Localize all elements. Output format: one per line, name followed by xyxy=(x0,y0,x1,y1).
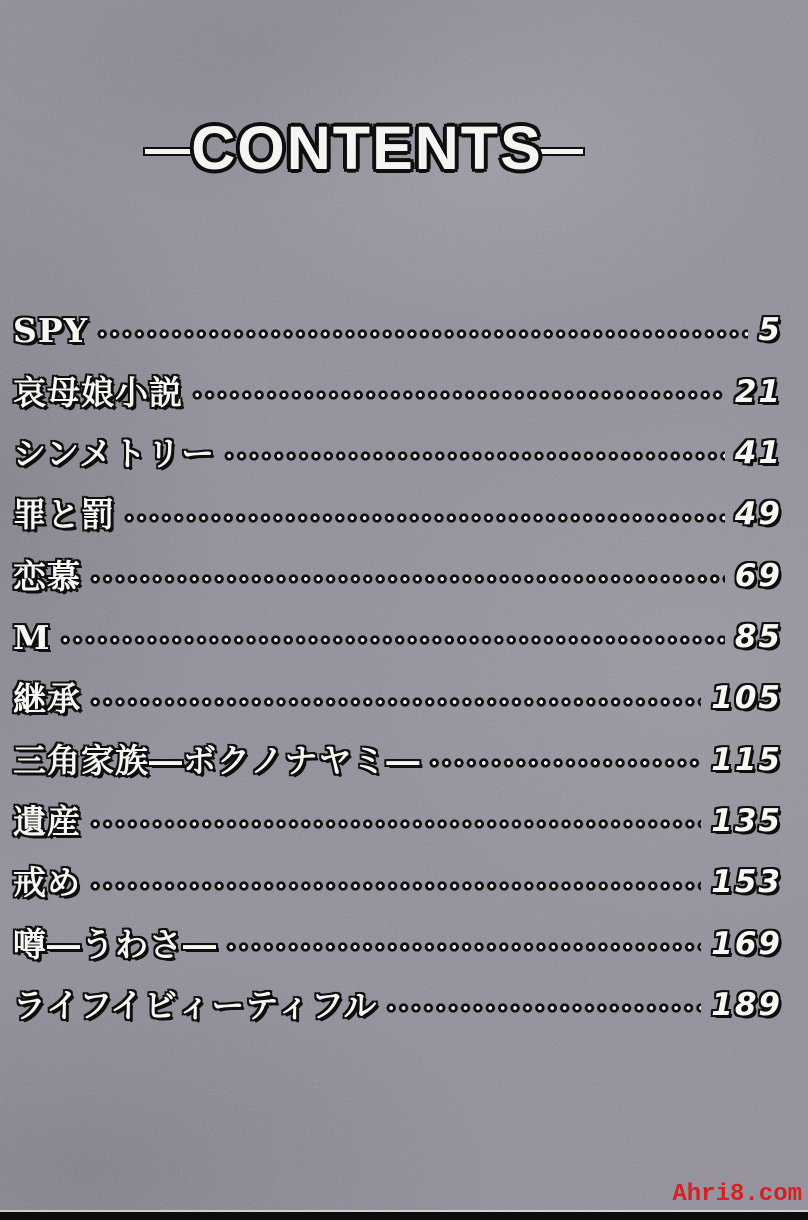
toc-entry-title: 恋慕 xyxy=(13,556,81,596)
bottom-black-bar xyxy=(0,1212,808,1220)
dotted-leader xyxy=(191,390,725,400)
toc-entry-page-number: 49 xyxy=(734,496,782,533)
dotted-leader xyxy=(89,881,701,891)
toc-list xyxy=(13,300,782,1036)
toc-row xyxy=(13,361,782,422)
watermark-text: Ahri8.com xyxy=(672,1181,802,1208)
toc-row xyxy=(13,300,782,361)
toc-entry-page-number: 85 xyxy=(734,618,782,655)
toc-row xyxy=(13,423,782,484)
toc-entry-page-number: 69 xyxy=(734,557,782,594)
toc-entry-page-number: 21 xyxy=(734,373,782,410)
toc-row xyxy=(13,607,782,668)
toc-row xyxy=(13,791,782,852)
toc-entry-title: 罪と罰 xyxy=(13,495,115,535)
contents-header xyxy=(118,114,610,182)
toc-entry-title: 噂―うわさ― xyxy=(13,924,217,964)
toc-entry-title: 哀母娘小説 xyxy=(13,372,183,412)
toc-entry-title: シンメトリー xyxy=(13,433,216,473)
dotted-leader xyxy=(123,513,725,523)
page-title: CONTENTS xyxy=(191,114,543,182)
toc-entry-page-number: 169 xyxy=(711,925,782,962)
toc-entry-title: 三角家族―ボクノナヤミ― xyxy=(13,740,421,780)
dotted-leader xyxy=(428,758,701,768)
toc-entry-title: SPY xyxy=(13,311,89,351)
toc-entry-page-number: 135 xyxy=(711,802,782,839)
dotted-leader xyxy=(225,942,701,952)
toc-entry-page-number: 153 xyxy=(711,864,782,901)
toc-entry-title: ライフイビィーティフル xyxy=(13,985,378,1025)
dotted-leader xyxy=(89,574,725,584)
toc-entry-title: 戒め xyxy=(13,863,81,903)
toc-entry-page-number: 105 xyxy=(711,680,782,717)
dotted-leader xyxy=(89,819,701,829)
toc-entry-page-number: 5 xyxy=(758,312,782,349)
dotted-leader xyxy=(223,451,725,461)
dotted-leader xyxy=(385,1003,701,1013)
toc-row xyxy=(13,975,782,1036)
toc-row xyxy=(13,852,782,913)
toc-entry-page-number: 189 xyxy=(711,986,782,1023)
dotted-leader xyxy=(96,329,748,339)
toc-row xyxy=(13,668,782,729)
toc-entry-title: M xyxy=(13,617,51,657)
toc-entry-title: 遺産 xyxy=(13,801,81,841)
toc-row xyxy=(13,484,782,545)
dotted-leader xyxy=(59,635,725,645)
dotted-leader xyxy=(89,697,701,707)
toc-entry-page-number: 41 xyxy=(734,434,782,471)
toc-entry-title: 継承 xyxy=(13,679,81,719)
toc-entry-page-number: 115 xyxy=(711,741,782,778)
toc-row xyxy=(13,913,782,974)
toc-row xyxy=(13,729,782,790)
toc-row xyxy=(13,545,782,606)
